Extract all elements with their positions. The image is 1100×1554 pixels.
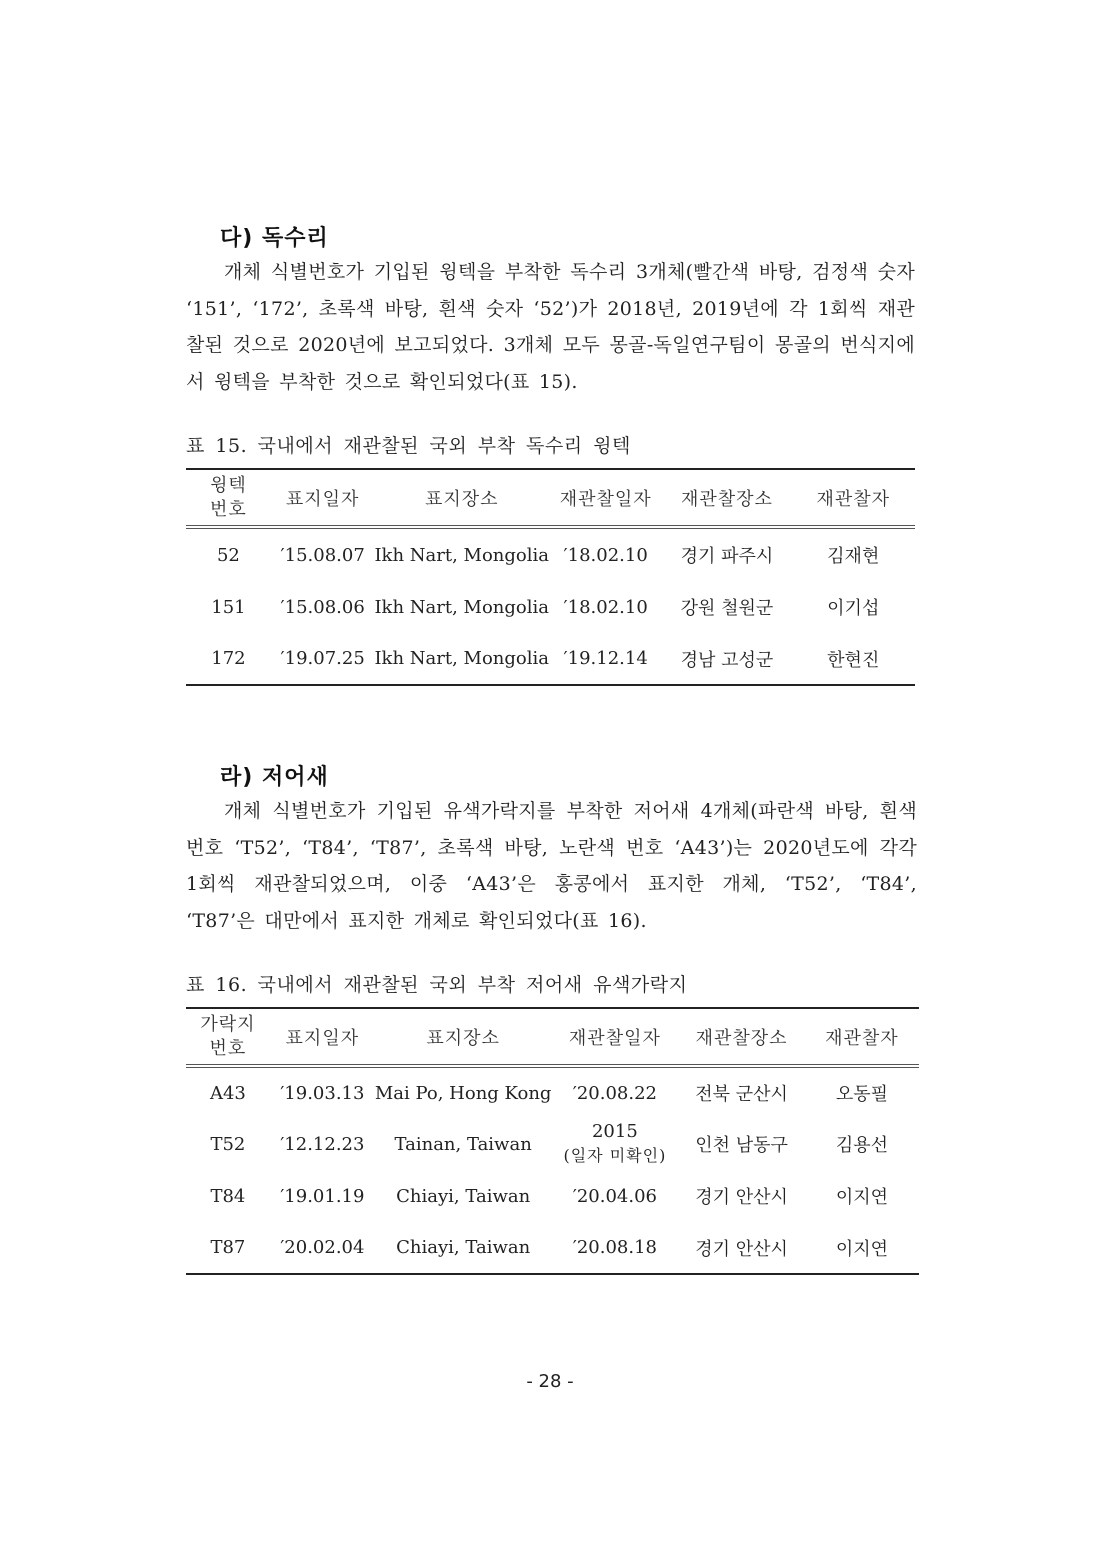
cell-obs-place: 경기 안산시 [695,1187,788,1208]
cell-obs-place: 강원 철원군 [680,598,774,619]
cell-observer: 김용선 [835,1135,888,1156]
cell-id: 172 [211,648,246,669]
cell-mark-date: ′19.01.19 [280,1185,365,1207]
cell-obs-place: 경기 안산시 [695,1238,788,1260]
cell-id: A43 [209,1082,246,1104]
cell-mark-date: ′19.07.25 [280,648,365,669]
cell-mark-date: ′20.02.04 [280,1237,365,1258]
cell-obs-place: 경기 파주시 [680,546,774,567]
cell-mark-place: Ikh Nart, Mongolia [374,596,549,618]
cell-obs-date: ′20.08.18 [572,1237,658,1258]
table16-caption: 표 16. 국내에서 재관찰된 국외 부착 저어새 유색가락지 [186,974,688,996]
col-header-obs-date: 재관찰일자 [568,1027,661,1049]
cell-obs-place: 전북 군산시 [695,1084,788,1105]
cell-mark-place: Tainan, Taiwan [394,1133,532,1155]
cell-mark-place: Chiayi, Taiwan [396,1237,531,1258]
cell-mark-place: Chiayi, Taiwan [396,1185,531,1207]
col-header-mark-date: 표지일자 [285,1027,360,1049]
table-row [186,1066,919,1118]
cell-id: 151 [211,596,246,618]
cell-mark-date: ′19.03.13 [280,1082,365,1104]
paragraph-spoonbill: 개체 식별번호가 기입된 유색가락지를 부착한 저어새 4개체(파란색 바탕, 흰색 번호 ‘T52’, ‘T84’, ‘T87’, 초록색 바탕, 노란색 번호 ‘A43’)는 2020년도에 각각 1회씩 재관찰되었으며, 이중 ‘A43’은 홍콩에서 표지한 개체, ‘T52’, ‘T84’, ‘T87’은 대만에서 표지한 개체로 확인되었다(표 16). [186,800,917,932]
table16-spoonbill-colorbands [186,1007,919,1275]
cell-observer: 김재현 [827,546,880,567]
col-header-obs-place: 재관찰장소 [680,488,773,510]
cell-obs-place: 경남 고성군 [680,649,774,671]
cell-obs-date: ′19.12.14 [563,648,648,669]
table-header-row [186,1008,919,1066]
col-header-observer: 재관찰자 [825,1027,899,1049]
section-heading-spoonbill: 라) 저어새 [220,765,329,790]
col-header-obs-date: 재관찰일자 [559,488,652,510]
col-header-obs-place: 재관찰장소 [695,1027,788,1049]
table-header-row [186,469,915,527]
cell-observer: 이지연 [835,1238,888,1260]
paragraph-vulture: 개체 식별번호가 기입된 윙텍을 부착한 독수리 3개체(빨간색 바탕, 검정색 숫자 ‘151’, ‘172’, 초록색 바탕, 흰색 숫자 ‘52’)가 2018년, 2019년에 각 1회씩 재관찰된 것으로 2020년에 보고되었다. 3개체 모두 몽골-독일연구팀이 몽골의 번식지에서 윙텍을 부착한 것으로 확인되었다(표 15). [186,261,915,393]
table-row [186,527,915,581]
date-unconfirmed-note: (일자 미확인) [563,1146,667,1165]
col-header-observer: 재관찰자 [816,488,891,510]
cell-observer: 오동필 [835,1084,888,1105]
cell-observer: 이지연 [835,1187,888,1208]
cell-mark-place: Ikh Nart, Mongolia [374,544,549,566]
cell-observer: 한현진 [827,649,880,671]
col-header-mark-date: 표지일자 [285,488,360,510]
cell-obs-place: 인천 남동구 [695,1135,788,1156]
col-header-id: 가락지 번호 [200,1013,256,1059]
cell-observer: 이기섭 [827,598,880,619]
table-row [186,1222,919,1274]
cell-mark-date: ′12.12.23 [280,1133,365,1155]
cell-mark-date: ′15.08.07 [280,544,365,566]
table-row [186,1118,919,1170]
cell-obs-date: ′20.04.06 [572,1185,658,1207]
col-header-mark-place: 표지장소 [424,488,499,510]
cell-id: T52 [210,1133,246,1155]
cell-mark-date: ′15.08.06 [280,596,365,618]
section-heading-vulture: 다) 독수리 [220,226,329,251]
cell-id: 52 [216,544,240,566]
page-number: - 28 - [526,1371,574,1392]
table-row [186,581,915,633]
table15-caption: 표 15. 국내에서 재관찰된 국외 부착 독수리 윙텍 [186,435,631,457]
cell-mark-place: Ikh Nart, Mongolia [374,648,549,669]
table-row [186,1170,919,1222]
cell-obs-date: ′18.02.10 [563,596,648,618]
cell-id: T84 [210,1185,246,1207]
cell-obs-date: 2015 (일자 미확인) [551,1118,678,1170]
col-header-mark-place: 표지장소 [426,1027,500,1049]
cell-id: T87 [210,1237,246,1258]
table15-vulture-wingtags [186,468,915,686]
cell-obs-date: ′20.08.22 [572,1082,658,1104]
cell-obs-date: ′18.02.10 [563,544,648,566]
table-row [186,633,915,685]
col-header-id: 윙텍 번호 [210,474,247,520]
cell-mark-place: Mai Po, Hong Kong [374,1082,552,1104]
